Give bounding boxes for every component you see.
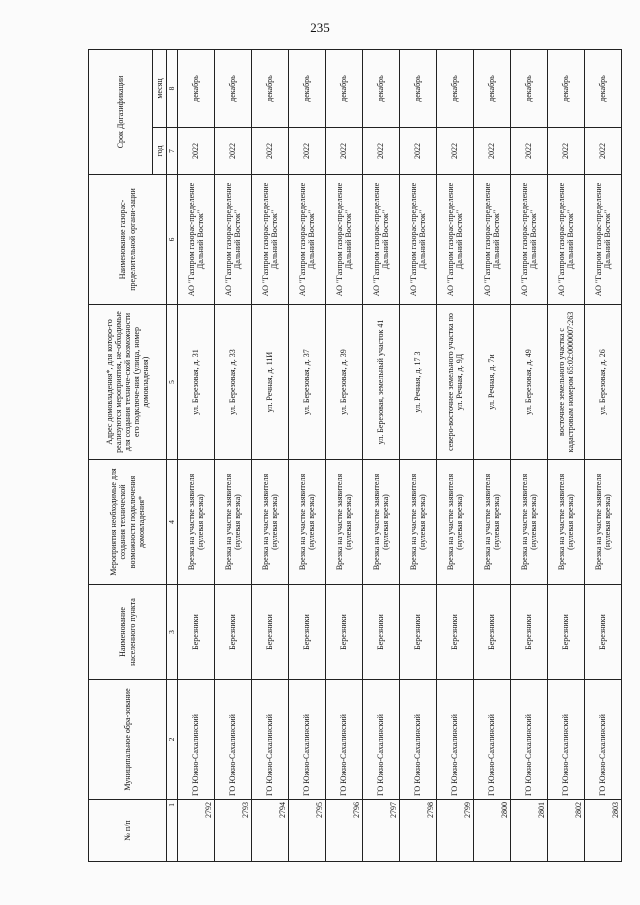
table-row bbox=[585, 49, 622, 861]
cell-month: декабрь bbox=[511, 49, 548, 127]
cell-municipality: ГО Южно-Сахалинский bbox=[363, 680, 400, 800]
column-number: 2 bbox=[167, 680, 178, 800]
cell-measures: Врезка на участке заявителя (нулевая врезка) bbox=[474, 460, 511, 585]
column-number-row bbox=[167, 49, 178, 861]
table-body bbox=[178, 49, 622, 861]
cell-municipality: ГО Южно-Сахалинский bbox=[548, 680, 585, 800]
cell-settlement: Березники bbox=[215, 585, 252, 680]
table-row bbox=[289, 49, 326, 861]
cell-address: ул. Березовая, д. 26 bbox=[585, 305, 622, 460]
cell-year: 2022 bbox=[178, 128, 215, 175]
header-row bbox=[89, 49, 153, 861]
cell-num: 2792 bbox=[178, 800, 215, 862]
cell-address: ул. Березовая, д. 31 bbox=[178, 305, 215, 460]
cell-municipality: ГО Южно-Сахалинский bbox=[585, 680, 622, 800]
cell-municipality: ГО Южно-Сахалинский bbox=[289, 680, 326, 800]
cell-address: ул. Березовая, д. 39 bbox=[326, 305, 363, 460]
column-number: 5 bbox=[167, 305, 178, 460]
header-month: месяц bbox=[153, 49, 167, 127]
cell-year: 2022 bbox=[511, 128, 548, 175]
cell-year: 2022 bbox=[252, 128, 289, 175]
cell-municipality: ГО Южно-Сахалинский bbox=[511, 680, 548, 800]
cell-year: 2022 bbox=[548, 128, 585, 175]
cell-measures: Врезка на участке заявителя (нулевая врезка) bbox=[215, 460, 252, 585]
header-address: Адрес домовладения*, для которо-го реализуются мероприятия, не-обходимые для создания техниче-ской возможности его подключе-ния (улица, номер домовладения) bbox=[89, 305, 167, 460]
cell-num: 2802 bbox=[548, 800, 585, 862]
table-row bbox=[474, 49, 511, 861]
cell-organization: АО "Газпром газорас-пределение Дальний Восток" bbox=[363, 175, 400, 305]
cell-num: 2795 bbox=[289, 800, 326, 862]
cell-organization: АО "Газпром газорас-пределение Дальний Восток" bbox=[289, 175, 326, 305]
cell-num: 2796 bbox=[326, 800, 363, 862]
cell-year: 2022 bbox=[474, 128, 511, 175]
cell-measures: Врезка на участке заявителя (нулевая врезка) bbox=[400, 460, 437, 585]
header-num: № п/п bbox=[89, 800, 167, 862]
cell-municipality: ГО Южно-Сахалинский bbox=[400, 680, 437, 800]
cell-year: 2022 bbox=[363, 128, 400, 175]
cell-measures: Врезка на участке заявителя (нулевая врезка) bbox=[363, 460, 400, 585]
table-row bbox=[363, 49, 400, 861]
cell-settlement: Березники bbox=[474, 585, 511, 680]
cell-settlement: Березники bbox=[585, 585, 622, 680]
column-number: 8 bbox=[167, 49, 178, 127]
cell-address: ул. Березовая, д. 33 bbox=[215, 305, 252, 460]
table-row bbox=[178, 49, 215, 861]
header-organization: Наименование газорас-пределительной органи-зации bbox=[89, 175, 167, 305]
table-row bbox=[326, 49, 363, 861]
table-row bbox=[215, 49, 252, 861]
cell-settlement: Березники bbox=[511, 585, 548, 680]
header-measures: Мероприятия необходимые для создания технической возможности подключения домовладения* bbox=[89, 460, 167, 585]
cell-month: декабрь bbox=[326, 49, 363, 127]
cell-settlement: Березники bbox=[548, 585, 585, 680]
cell-num: 2801 bbox=[511, 800, 548, 862]
cell-settlement: Березники bbox=[289, 585, 326, 680]
cell-municipality: ГО Южно-Сахалинский bbox=[437, 680, 474, 800]
cell-month: декабрь bbox=[400, 49, 437, 127]
cell-municipality: ГО Южно-Сахалинский bbox=[215, 680, 252, 800]
cell-municipality: ГО Южно-Сахалинский bbox=[474, 680, 511, 800]
table-row bbox=[511, 49, 548, 861]
cell-organization: АО "Газпром газорас-пределение Дальний Восток" bbox=[400, 175, 437, 305]
cell-month: декабрь bbox=[585, 49, 622, 127]
gasification-table bbox=[88, 49, 622, 862]
cell-year: 2022 bbox=[585, 128, 622, 175]
cell-organization: АО "Газпром газорас-пределение Дальний Восток" bbox=[252, 175, 289, 305]
cell-year: 2022 bbox=[437, 128, 474, 175]
column-number: 3 bbox=[167, 585, 178, 680]
cell-municipality: ГО Южно-Сахалинский bbox=[178, 680, 215, 800]
cell-organization: АО "Газпром газорас-пределение Дальний Восток" bbox=[474, 175, 511, 305]
cell-address: северо-восточнее земельного участка по ул. Речная, д. 9Д bbox=[437, 305, 474, 460]
cell-measures: Врезка на участке заявителя (нулевая врезка) bbox=[585, 460, 622, 585]
cell-settlement: Березники bbox=[363, 585, 400, 680]
cell-settlement: Березники bbox=[326, 585, 363, 680]
table-row bbox=[548, 49, 585, 861]
cell-organization: АО "Газпром газорас-пределение Дальний Восток" bbox=[326, 175, 363, 305]
cell-year: 2022 bbox=[215, 128, 252, 175]
cell-month: декабрь bbox=[178, 49, 215, 127]
cell-num: 2799 bbox=[437, 800, 474, 862]
cell-settlement: Березники bbox=[252, 585, 289, 680]
cell-municipality: ГО Южно-Сахалинский bbox=[326, 680, 363, 800]
cell-organization: АО "Газпром газорас-пределение Дальний Восток" bbox=[215, 175, 252, 305]
cell-num: 2803 bbox=[585, 800, 622, 862]
table-row bbox=[400, 49, 437, 861]
cell-organization: АО "Газпром газорас-пределение Дальний Восток" bbox=[511, 175, 548, 305]
cell-address: ул. Березовая, д. 49 bbox=[511, 305, 548, 460]
cell-year: 2022 bbox=[400, 128, 437, 175]
cell-organization: АО "Газпром газорас-пределение Дальний Восток" bbox=[437, 175, 474, 305]
column-number: 6 bbox=[167, 175, 178, 305]
cell-measures: Врезка на участке заявителя (нулевая врезка) bbox=[437, 460, 474, 585]
cell-num: 2798 bbox=[400, 800, 437, 862]
cell-address: ул. Речная, д. 17 3 bbox=[400, 305, 437, 460]
cell-address: ул. Речная, д. 7и bbox=[474, 305, 511, 460]
cell-num: 2793 bbox=[215, 800, 252, 862]
header-municipality: Муниципальное обра-зование bbox=[89, 680, 167, 800]
cell-organization: АО "Газпром газорас-пределение Дальний Восток" bbox=[548, 175, 585, 305]
cell-month: декабрь bbox=[252, 49, 289, 127]
cell-municipality: ГО Южно-Сахалинский bbox=[252, 680, 289, 800]
header-term: Срок Догазификации bbox=[89, 49, 153, 174]
cell-month: декабрь bbox=[548, 49, 585, 127]
cell-organization: АО "Газпром газорас-пределение Дальний Восток" bbox=[178, 175, 215, 305]
cell-settlement: Березники bbox=[437, 585, 474, 680]
cell-address: восточнее земельного участка с кадастровым номером 65:02:0000007:263 bbox=[548, 305, 585, 460]
cell-year: 2022 bbox=[326, 128, 363, 175]
cell-month: декабрь bbox=[289, 49, 326, 127]
cell-year: 2022 bbox=[289, 128, 326, 175]
cell-month: декабрь bbox=[474, 49, 511, 127]
cell-measures: Врезка на участке заявителя (нулевая врезка) bbox=[252, 460, 289, 585]
cell-measures: Врезка на участке заявителя (нулевая врезка) bbox=[178, 460, 215, 585]
cell-address: ул. Березовая, д. 37 bbox=[289, 305, 326, 460]
cell-num: 2794 bbox=[252, 800, 289, 862]
cell-address: ул. Березовая, земельный участок 41 bbox=[363, 305, 400, 460]
cell-month: декабрь bbox=[363, 49, 400, 127]
cell-organization: АО "Газпром газорас-пределение Дальний Восток" bbox=[585, 175, 622, 305]
column-number: 4 bbox=[167, 460, 178, 585]
cell-settlement: Березники bbox=[400, 585, 437, 680]
column-number: 1 bbox=[167, 800, 178, 862]
cell-measures: Врезка на участке заявителя (нулевая врезка) bbox=[289, 460, 326, 585]
cell-measures: Врезка на участке заявителя (нулевая врезка) bbox=[511, 460, 548, 585]
cell-month: декабрь bbox=[215, 49, 252, 127]
cell-measures: Врезка на участке заявителя (нулевая врезка) bbox=[548, 460, 585, 585]
page-number: 235 bbox=[310, 20, 330, 35]
column-number: 7 bbox=[167, 128, 178, 175]
rotated-table-container bbox=[88, 50, 620, 862]
header-year: год bbox=[153, 128, 167, 175]
cell-month: декабрь bbox=[437, 49, 474, 127]
table-row bbox=[437, 49, 474, 861]
table-row bbox=[252, 49, 289, 861]
cell-num: 2800 bbox=[474, 800, 511, 862]
cell-settlement: Березники bbox=[178, 585, 215, 680]
cell-address: ул. Речная, д. 11И bbox=[252, 305, 289, 460]
cell-num: 2797 bbox=[363, 800, 400, 862]
cell-measures: Врезка на участке заявителя (нулевая врезка) bbox=[326, 460, 363, 585]
header-settlement: Наименование населенного пункта bbox=[89, 585, 167, 680]
